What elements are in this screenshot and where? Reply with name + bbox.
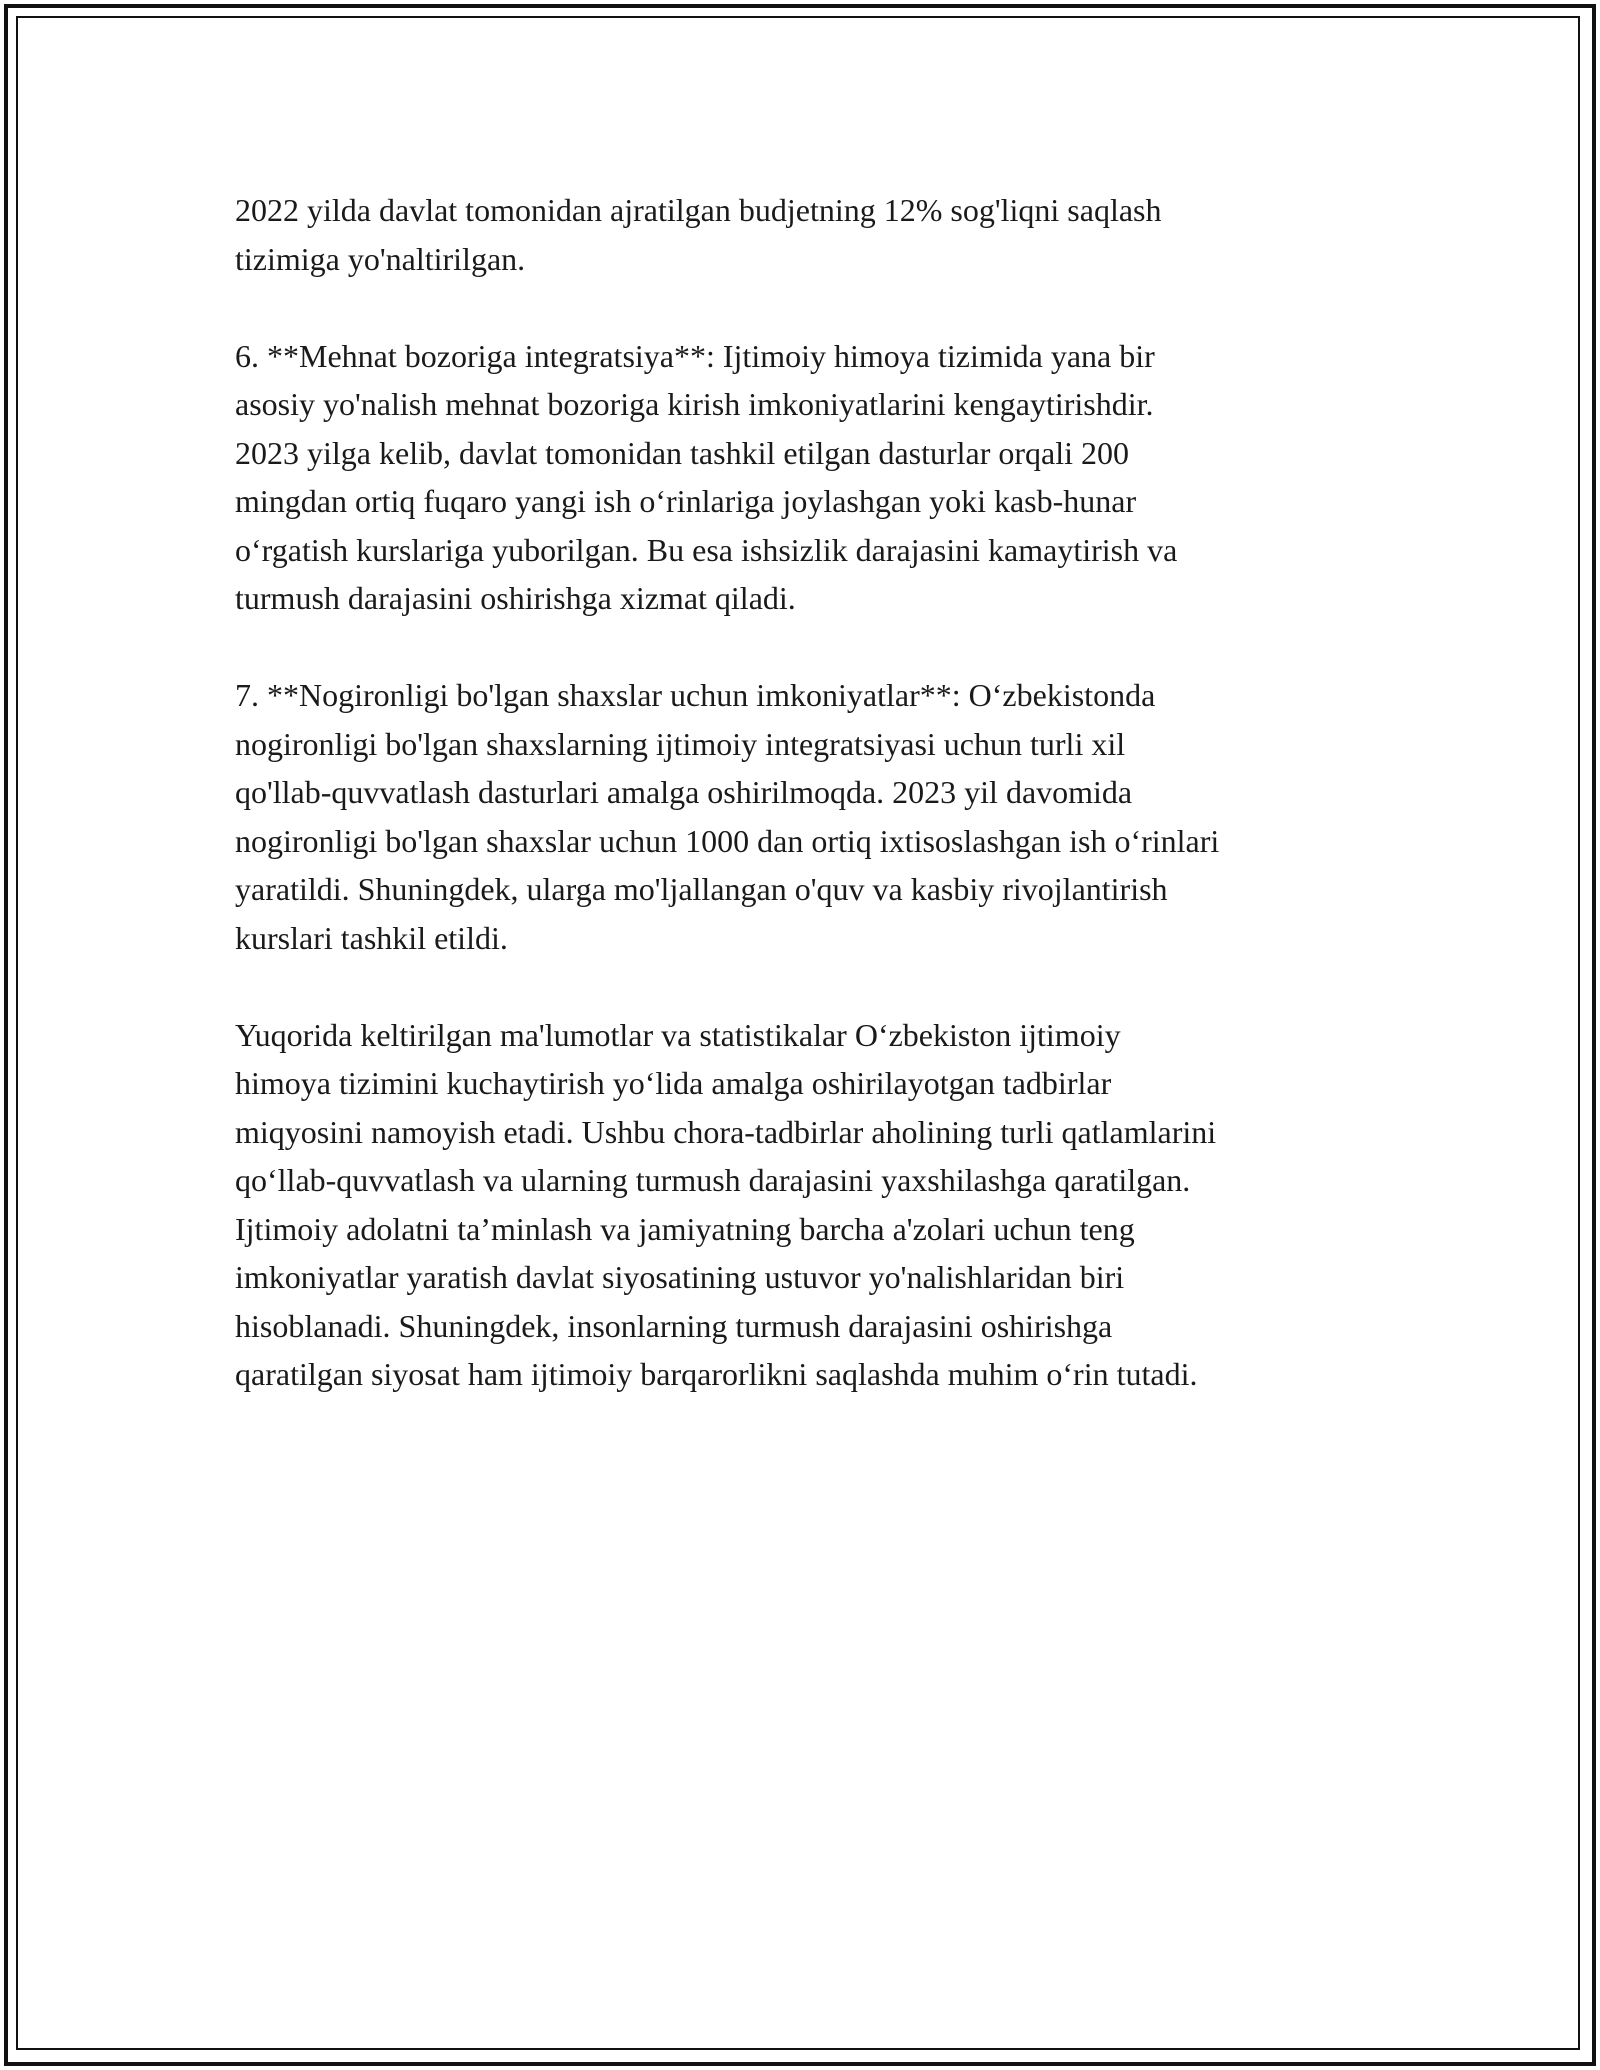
- text-line: kurslari tashkil etildi.: [235, 919, 508, 956]
- text-line: qaratilgan siyosat ham ijtimoiy barqarorlikni saqlashda muhim oʻrin tutadi.: [235, 1356, 1198, 1392]
- text-line: tizimiga yo'naltirilgan.: [235, 240, 526, 277]
- document-body: [235, 186, 1375, 1447]
- text-line: qo'llab-quvvatlash dasturlari amalga oshirilmoqda. 2023 yil davomida: [235, 774, 1133, 810]
- text-line: turmush darajasini oshirishga xizmat qiladi.: [235, 580, 796, 616]
- paragraph-conclusion: [235, 1011, 1375, 1399]
- paragraph-disability-opportunities: [235, 671, 1375, 962]
- text-line: Ijtimoiy adolatni ta’minlash va jamiyatning barcha a'zolari uchun teng: [235, 1210, 1135, 1247]
- text-line: yaratildi. Shuningdek, ularga mo'ljallangan o'quv va kasbiy rivojlantirish: [235, 871, 1168, 907]
- text-line: 2022 yilda davlat tomonidan ajratilgan budjetning 12% sog'liqni saqlash: [235, 192, 1162, 228]
- text-line: Yuqorida keltirilgan ma'lumotlar va statistikalar Oʻzbekiston ijtimoiy: [235, 1016, 1121, 1053]
- text-line: 2023 yilga kelib, davlat tomonidan tashkil etilgan dasturlar orqali 200: [235, 434, 1130, 471]
- text-line: nogironligi bo'lgan shaxslarning ijtimoiy integratsiyasi uchun turli xil: [235, 725, 1126, 762]
- text-line: nogironligi bo'lgan shaxslar uchun 1000 dan ortiq ixtisoslashgan ish oʻrinlari: [235, 822, 1220, 859]
- paragraph-budget-continuation: [235, 186, 1375, 283]
- text-line: oʻrgatish kurslariga yuborilgan. Bu esa ishsizlik darajasini kamaytirish va: [235, 531, 1178, 568]
- text-line: asosiy yo'nalish mehnat bozoriga kirish imkoniyatlarini kengaytirishdir.: [235, 386, 1154, 422]
- text-line: imkoniyatlar yaratish davlat siyosatining ustuvor yo'nalishlaridan biri: [235, 1259, 1125, 1295]
- text-line: himoya tizimini kuchaytirish yoʻlida amalga oshirilayotgan tadbirlar: [235, 1065, 1112, 1101]
- text-line: 7. **Nogironligi bo'lgan shaxslar uchun imkoniyatlar**: Oʻzbekistonda: [235, 677, 1156, 713]
- text-line: hisoblanadi. Shuningdek, insonlarning turmush darajasini oshirishga: [235, 1307, 1113, 1344]
- text-line: qoʻllab-quvvatlash va ularning turmush darajasini yaxshilashga qaratilgan.: [235, 1162, 1191, 1198]
- text-line: miqyosini namoyish etadi. Ushbu chora-tadbirlar aholining turli qatlamlarini: [235, 1113, 1217, 1150]
- text-line: 6. **Mehnat bozoriga integratsiya**: Ijtimoiy himoya tizimida yana bir: [235, 337, 1155, 374]
- paragraph-labor-market: [235, 332, 1375, 623]
- text-line: mingdan ortiq fuqaro yangi ish oʻrinlariga joylashgan yoki kasb-hunar: [235, 483, 1137, 519]
